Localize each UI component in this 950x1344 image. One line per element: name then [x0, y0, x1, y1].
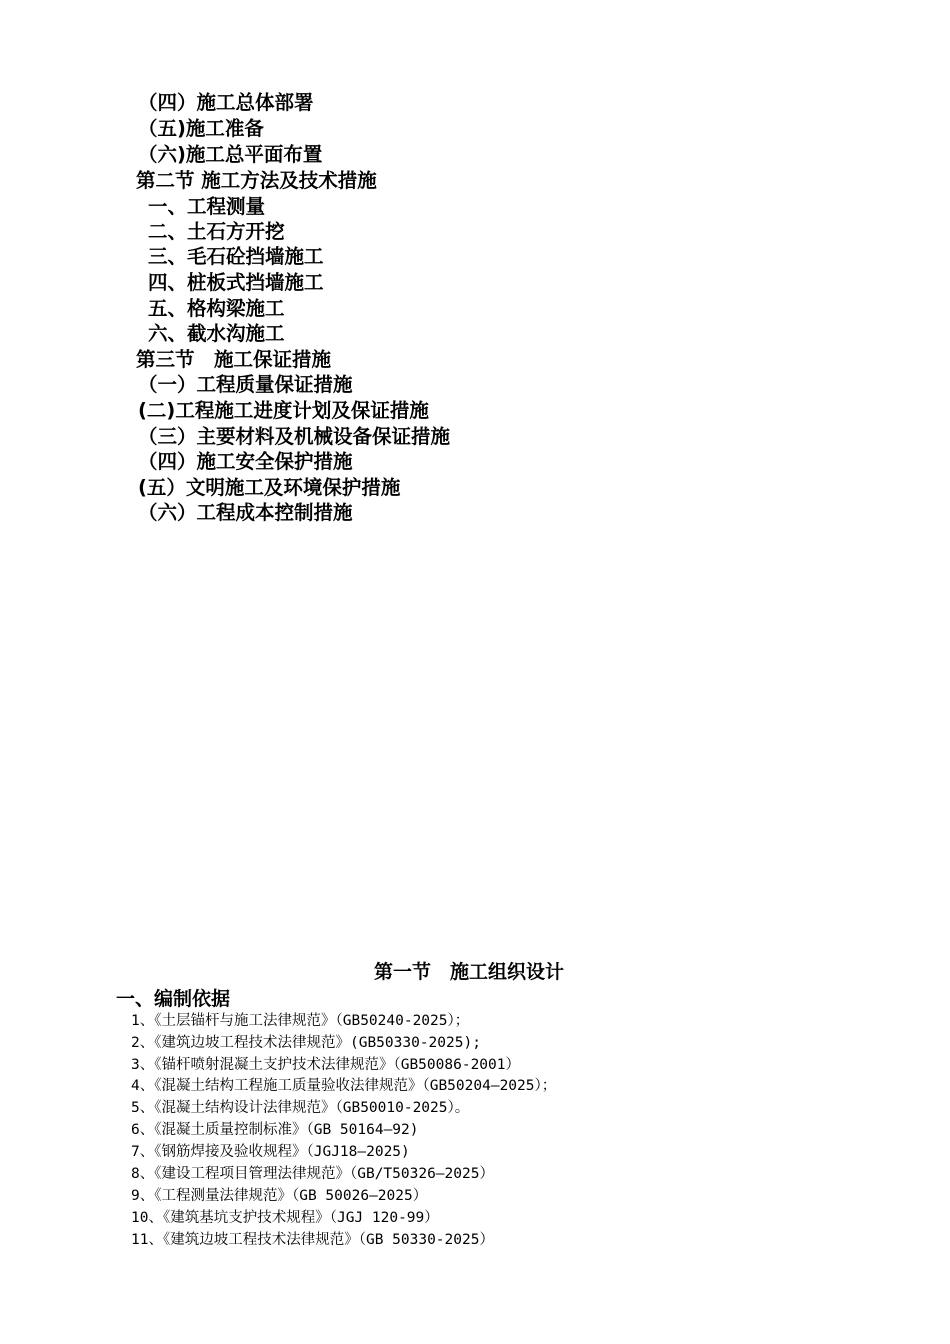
- toc-item: 一、工程测量: [148, 195, 266, 218]
- toc-item: （四）施工总体部署: [138, 91, 314, 114]
- toc-item: (二)工程施工进度计划及保证措施: [138, 399, 429, 422]
- reference-item: 2、《建筑边坡工程技术法律规范》(GB50330-2025);: [131, 1035, 481, 1051]
- reference-item: 8、《建设工程项目管理法律规范》（GB/T50326—2025）: [131, 1166, 494, 1182]
- section-title: 第一节 施工组织设计: [374, 961, 565, 983]
- reference-item: 3、《锚杆喷射混凝土支护技术法律规范》（GB50086-2001）: [131, 1057, 520, 1073]
- reference-item: 5、《混凝土结构设计法律规范》（GB50010-2025）。: [131, 1100, 470, 1116]
- toc-item: （五)施工准备: [138, 117, 264, 140]
- reference-item: 9、《工程测量法律规范》（GB 50026—2025）: [131, 1188, 428, 1204]
- toc-item: 四、桩板式挡墙施工: [148, 271, 324, 294]
- toc-item: 二、土石方开挖: [148, 220, 285, 243]
- toc-item: 三、毛石砼挡墙施工: [148, 245, 324, 268]
- reference-item: 1、《土层锚杆与施工法律规范》（GB50240-2025）；: [131, 1013, 470, 1029]
- reference-item: 10、《建筑基坑支护技术规程》（JGJ 120-99）: [131, 1210, 439, 1226]
- toc-item: （六)施工总平面布置: [138, 143, 323, 166]
- subheading: 一、编制依据: [116, 988, 231, 1010]
- reference-item: 4、《混凝土结构工程施工质量验收法律规范》（GB50204—2025）；: [131, 1078, 557, 1094]
- toc-item: （三）主要材料及机械设备保证措施: [138, 425, 451, 448]
- toc-item: 第三节 施工保证措施: [136, 348, 332, 371]
- reference-item: 11、《建筑边坡工程技术法律规范》（GB 50330-2025）: [131, 1232, 494, 1248]
- reference-item: 7、《钢筋焊接及验收规程》（JGJ18—2025): [131, 1144, 410, 1160]
- toc-item: （四）施工安全保护措施: [138, 450, 353, 473]
- toc-item: (五）文明施工及环境保护措施: [138, 476, 401, 499]
- toc-item: 第二节 施工方法及技术措施: [136, 169, 377, 192]
- toc-item: （六）工程成本控制措施: [138, 501, 353, 524]
- reference-item: 6、《混凝土质量控制标准》（GB 50164—92): [131, 1122, 419, 1138]
- toc-item: 五、格构梁施工: [148, 297, 285, 320]
- toc-item: 六、截水沟施工: [148, 322, 285, 345]
- toc-item: （一）工程质量保证措施: [138, 373, 353, 396]
